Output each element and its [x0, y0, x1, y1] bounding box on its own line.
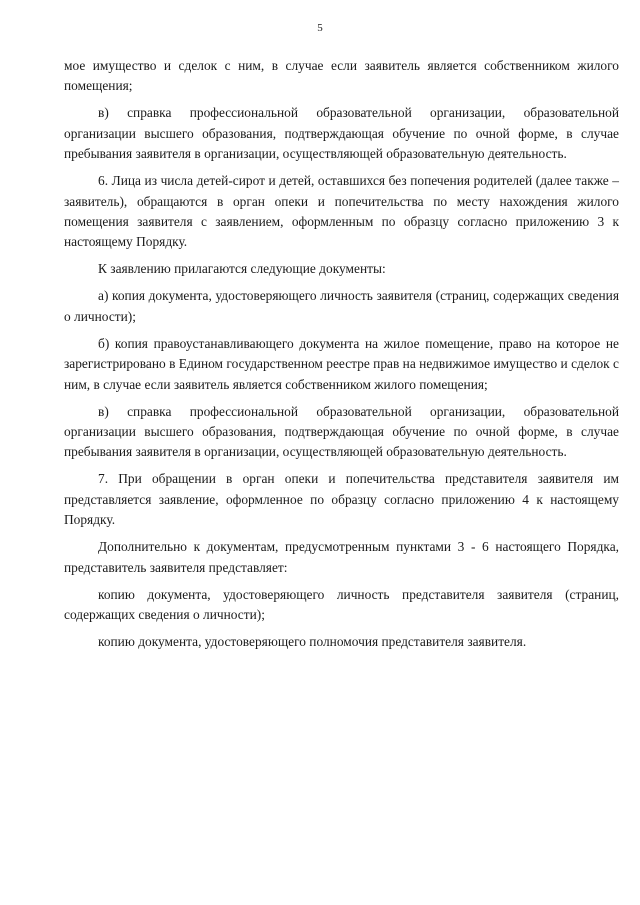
paragraph-representative-identity: копию документа, удостоверяющего личность представителя заявителя (страниц, содержащих сведения о личности); — [64, 586, 619, 623]
paragraph-item-a-identity-copy: а) копия документа, удостоверяющего личность заявителя (страниц, содержащих сведения о личности); — [64, 288, 619, 324]
paragraph-additional-documents: Дополнительно к документам, предусмотренным пунктами 3 - 6 настоящего Порядка, представитель заявителя представляет: — [64, 539, 619, 575]
paragraph-item-b-title-document: б) копия правоустанавливающего документа на жилое помещение, право на которое не зарегистрировано в Едином государственном реестре прав на недвижимое имущество и сделок с ним, в случае если заявитель является собственником жилого помещения; — [64, 335, 619, 392]
paragraph-item-v-certificate-2: в) справка профессиональной образовательной организации, образовательной организации высшего образования, подтверждающая обучение по очной форме, в случае пребывания заявителя в организации, осуществляющей образовательную деятельность. — [64, 403, 619, 460]
paragraph-continuation: мое имущество и сделок с ним, в случае если заявитель является собственником жилого помещения; — [64, 58, 619, 94]
paragraph-section-7: 7. При обращении в орган опеки и попечительства представителя заявителя им представляется заявление, оформленное по образцу согласно приложению 4 к настоящему Порядку. — [64, 471, 619, 528]
document-body — [64, 56, 619, 659]
paragraph-attachments-intro: К заявлению прилагаются следующие документы: — [98, 261, 386, 277]
paragraph-section-6: 6. Лица из числа детей-сирот и детей, оставшихся без попечения родителей (далее также – заявитель), обращаются в орган опеки и попечительства по месту нахождения жилого помещения заявителя с заявлением, оформленным по образцу согласно приложению 3 к настоящему Порядку. — [64, 173, 619, 250]
paragraph-representative-authority: копию документа, удостоверяющего полномочия представителя заявителя. — [98, 634, 527, 650]
paragraph-item-v-certificate: в) справка профессиональной образовательной организации, образовательной организации высшего образования, подтверждающая обучение по очной форме, в случае пребывания заявителя в организации, осуществляющей образовательную деятельность. — [64, 105, 619, 162]
page-number: 5 — [317, 22, 323, 34]
